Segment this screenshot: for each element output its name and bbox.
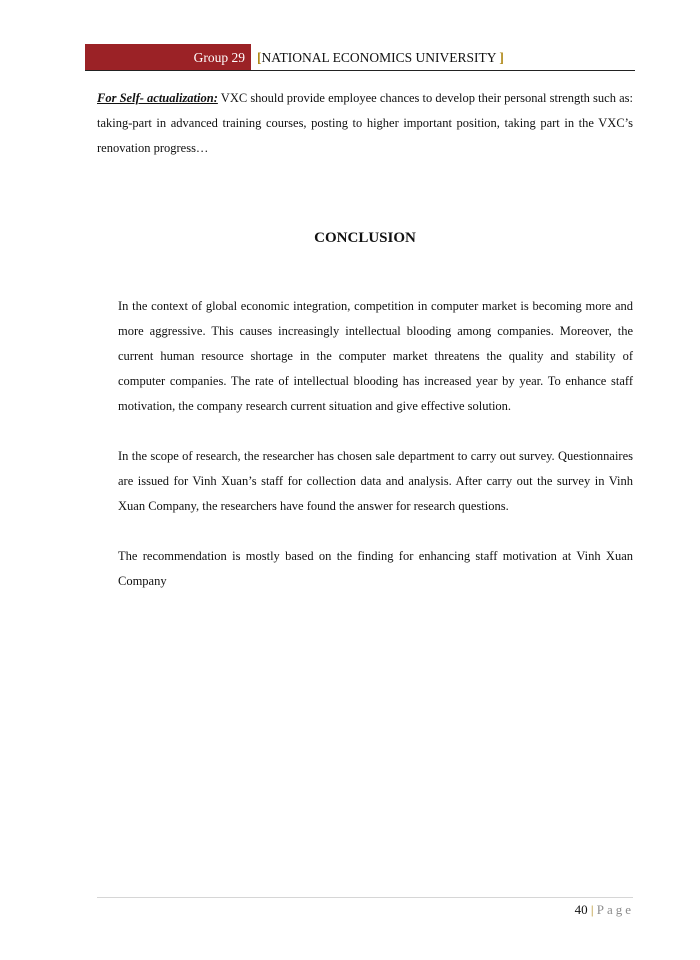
self-actualization-paragraph	[97, 86, 633, 161]
page-label: Page	[596, 902, 634, 917]
conclusion-paragraph-2: In the scope of research, the researcher has chosen sale department to carry out survey. Questionnaires are issued for Vinh Xuan’s staff for collection data and analysis. After carry out the survey in Vinh Xuan Company, the researchers have found the answer for research questions.	[118, 449, 633, 513]
footer-separator: |	[590, 902, 594, 917]
group-label: Group 29	[85, 44, 251, 70]
page-footer	[575, 900, 634, 920]
self-actualization-label: For Self- actualization:	[97, 91, 218, 105]
conclusion-heading: CONCLUSION	[314, 230, 416, 246]
university-name: NATIONAL ECONOMICS UNIVERSITY	[261, 50, 496, 65]
self-actualization-text: VXC should provide employee chances to develop their personal strength such as: taking-part in advanced training courses, posting to higher important position, taking part in the VXC’s renovation progress…	[97, 91, 633, 155]
footer-divider	[97, 897, 633, 898]
bracket-open: [	[257, 50, 262, 65]
bracket-close: ]	[499, 50, 504, 65]
conclusion-paragraph-1: In the context of global economic integration, competition in computer market is becoming more and more aggressive. This causes increasingly intellectual blooding among companies. Moreover, the current human resource shortage in the computer market threatens the quality and stability of computer companies. The rate of intellectual blooding has increased year by year. To enhance staff motivation, the company research current situation and give effective solution.	[118, 299, 633, 413]
page-number: 40	[574, 902, 588, 917]
university-title	[257, 44, 504, 70]
conclusion-paragraph-3: The recommendation is mostly based on the finding for enhancing staff motivation at Vinh Xuan Company	[118, 549, 633, 588]
page-header	[85, 44, 635, 71]
